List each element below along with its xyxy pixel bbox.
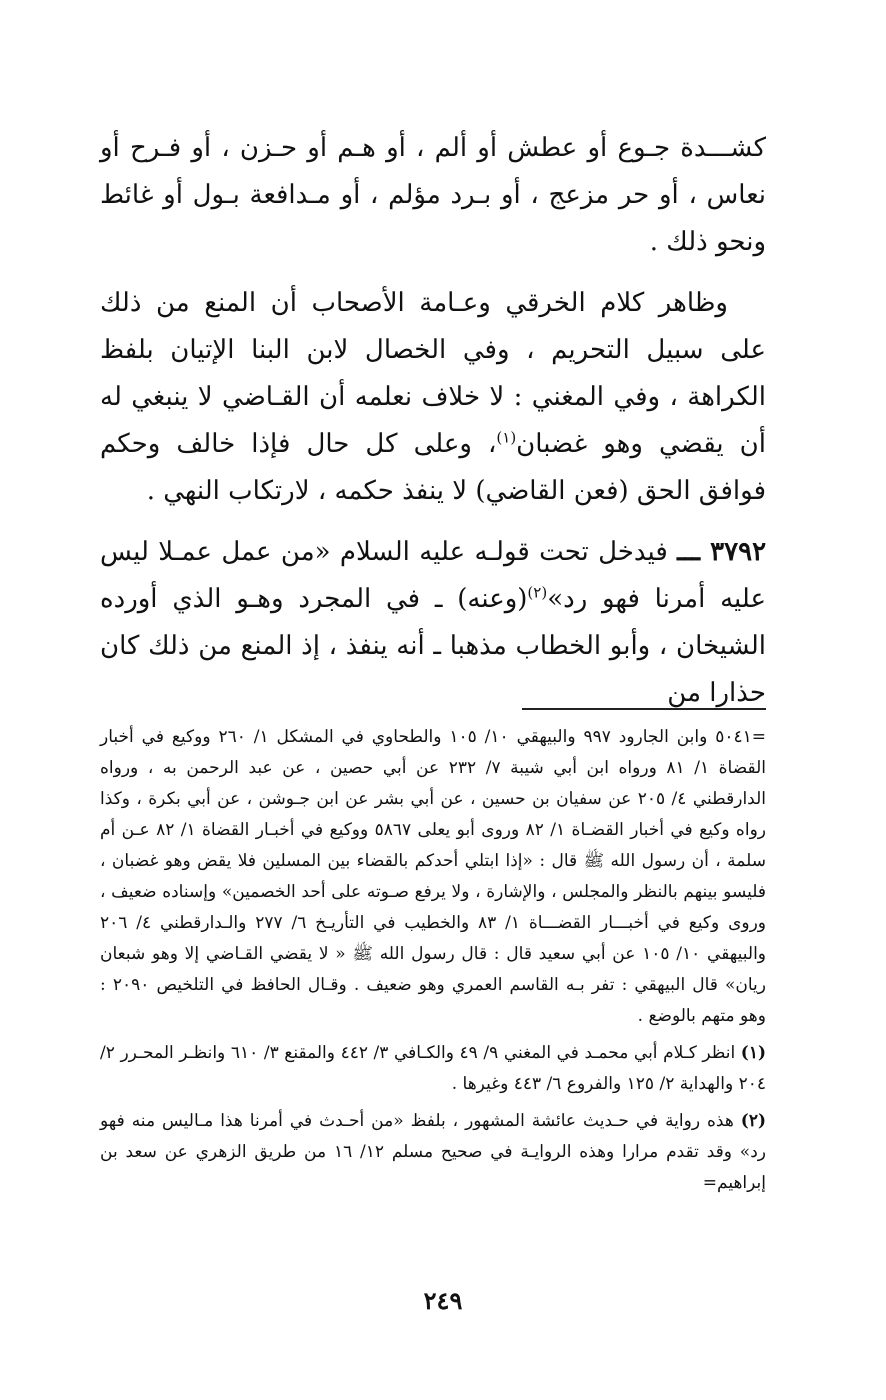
issue-number: ٣٧٩٢ ـــ [677, 537, 767, 567]
footnote-1-marker: (١) [740, 1043, 767, 1063]
paragraph-2 [100, 280, 766, 515]
issue-paragraph [100, 529, 766, 717]
footnote-continuation [100, 722, 766, 1032]
footnotes-section [100, 722, 766, 1205]
paragraph-2-text-b: ، وعلى كل حال فإذا خالف وحكم فوافق الحق (فعن القاضي) لا ينفذ حكمه ، لارتكاب النهي . [100, 429, 766, 506]
issue-text-b: (وعنه) ـ في المجرد وهـو الذي أورده الشيخان ، وأبو الخطاب مذهبا ـ أنه ينفذ ، إذ المنع من ذلك كان حذارا من [100, 584, 766, 708]
paragraph-1 [100, 125, 766, 266]
paragraph-2-text-a: وظاهر كلام الخرقي وعـامة الأصحاب أن المنع من ذلك على سبيل التحريم ، وفي الخصال لابن البنا الإتيان بلفظ الكراهة ، وفي المغني : لا خلاف نعلمه أن القـاضي لا ينبغي له أن يقضي وهو غضبان [100, 288, 767, 459]
issue-text-a: فيدخل تحت قولـه عليه السلام «من عمل عمـلا ليس عليه أمرنا فهو رد» [100, 537, 766, 614]
footnote-separator-rule [522, 708, 766, 710]
footnote-1 [100, 1038, 766, 1100]
footnote-ref-2[interactable]: (٢) [527, 583, 548, 602]
footnote-1-text: انظر كـلام أبي محمـد في المغني ٩/ ٤٩ والكـافي ٣/ ٤٤٢ والمقنع ٣/ ٦١٠ وانظـر المحـرر ٢/ ٢٠٤ والهداية ٢/ ١٢٥ والفروع ٦/ ٤٤٣ وغيرها . [100, 1043, 766, 1094]
page-number: ٢٤٩ [423, 1286, 463, 1315]
paragraph-1-text: كشـــدة جـوع أو عطش أو ألم ، أو هـم أو حـزن ، أو فـرح أو نعاس ، أو حر مزعج ، أو بـرد مؤلم ، أو مـدافعة بـول أو غائط ونحو ذلك . [100, 133, 766, 257]
footnote-continuation-text: =٥٠٤١ وابن الجارود ٩٩٧ والبيهقي ١٠/ ١٠٥ والطحاوي في المشكل ١/ ٢٦٠ ووكيع في أخبار القضاة ١/ ٨١ ورواه ابن أبي شيبة ٧/ ٢٣٢ عن أبي حصين ، عن عبد الرحمن به ، ورواه الدارقطني ٤/ ٢٠٥ عن سفيان بن حسين ، عن أبي بشر عن ابن جـوشن ، عن أبي بكرة ، وكذا رواه وكيع في أخبار القضـاة ١/ ٨٢ وروى أبو يعلى ٥٨٦٧ ووكيع في أخبـار القضاة ١/ ٨٢ عـن أم سلمة ، أن رسول الله ﷺ قال : «إذا ابتلي أحدكم بالقضاء بين المسلين فلا يقض وهو غضبان ، فليسو بينهم بالنظر والمجلس ، والإشارة ، ولا يرفع صـوته على أحد الخصمين» وإسناده ضعيف ، وروى وكيع في أخبـــار القضـــاة ١/ ٨٣ والخطيب في التأريـخ ٦/ ٢٧٧ والـدارقطني ٤/ ٢٠٦ والبيهقي ١٠/ ١٠٥ عن أبي سعيد قال : قال رسول الله ﷺ « لا يقضي القـاضي إلا وهو شبعان ريان» قال البيهقي : تفر بـه القاسم العمري وهو ضعيف . وقـال الحافظ في التلخيص ٢٠٩٠ : وهو متهم بالوضع . [100, 727, 767, 1026]
main-text-body [100, 125, 766, 717]
footnote-2-marker: (٢) [740, 1111, 766, 1131]
footnote-ref-1[interactable]: (١) [496, 428, 517, 447]
footnote-2-text: هذه رواية في حـديث عائشة المشهور ، بلفظ «من أحـدث في أمرنا هذا مـاليس منه فهو رد» وقد تقدم مرارا وهذه الروايـة في صحيح مسلم ١٢/ ١٦ من طريق الزهري عن سعد بن إبراهيم= [100, 1111, 766, 1193]
footnote-2 [100, 1106, 766, 1199]
